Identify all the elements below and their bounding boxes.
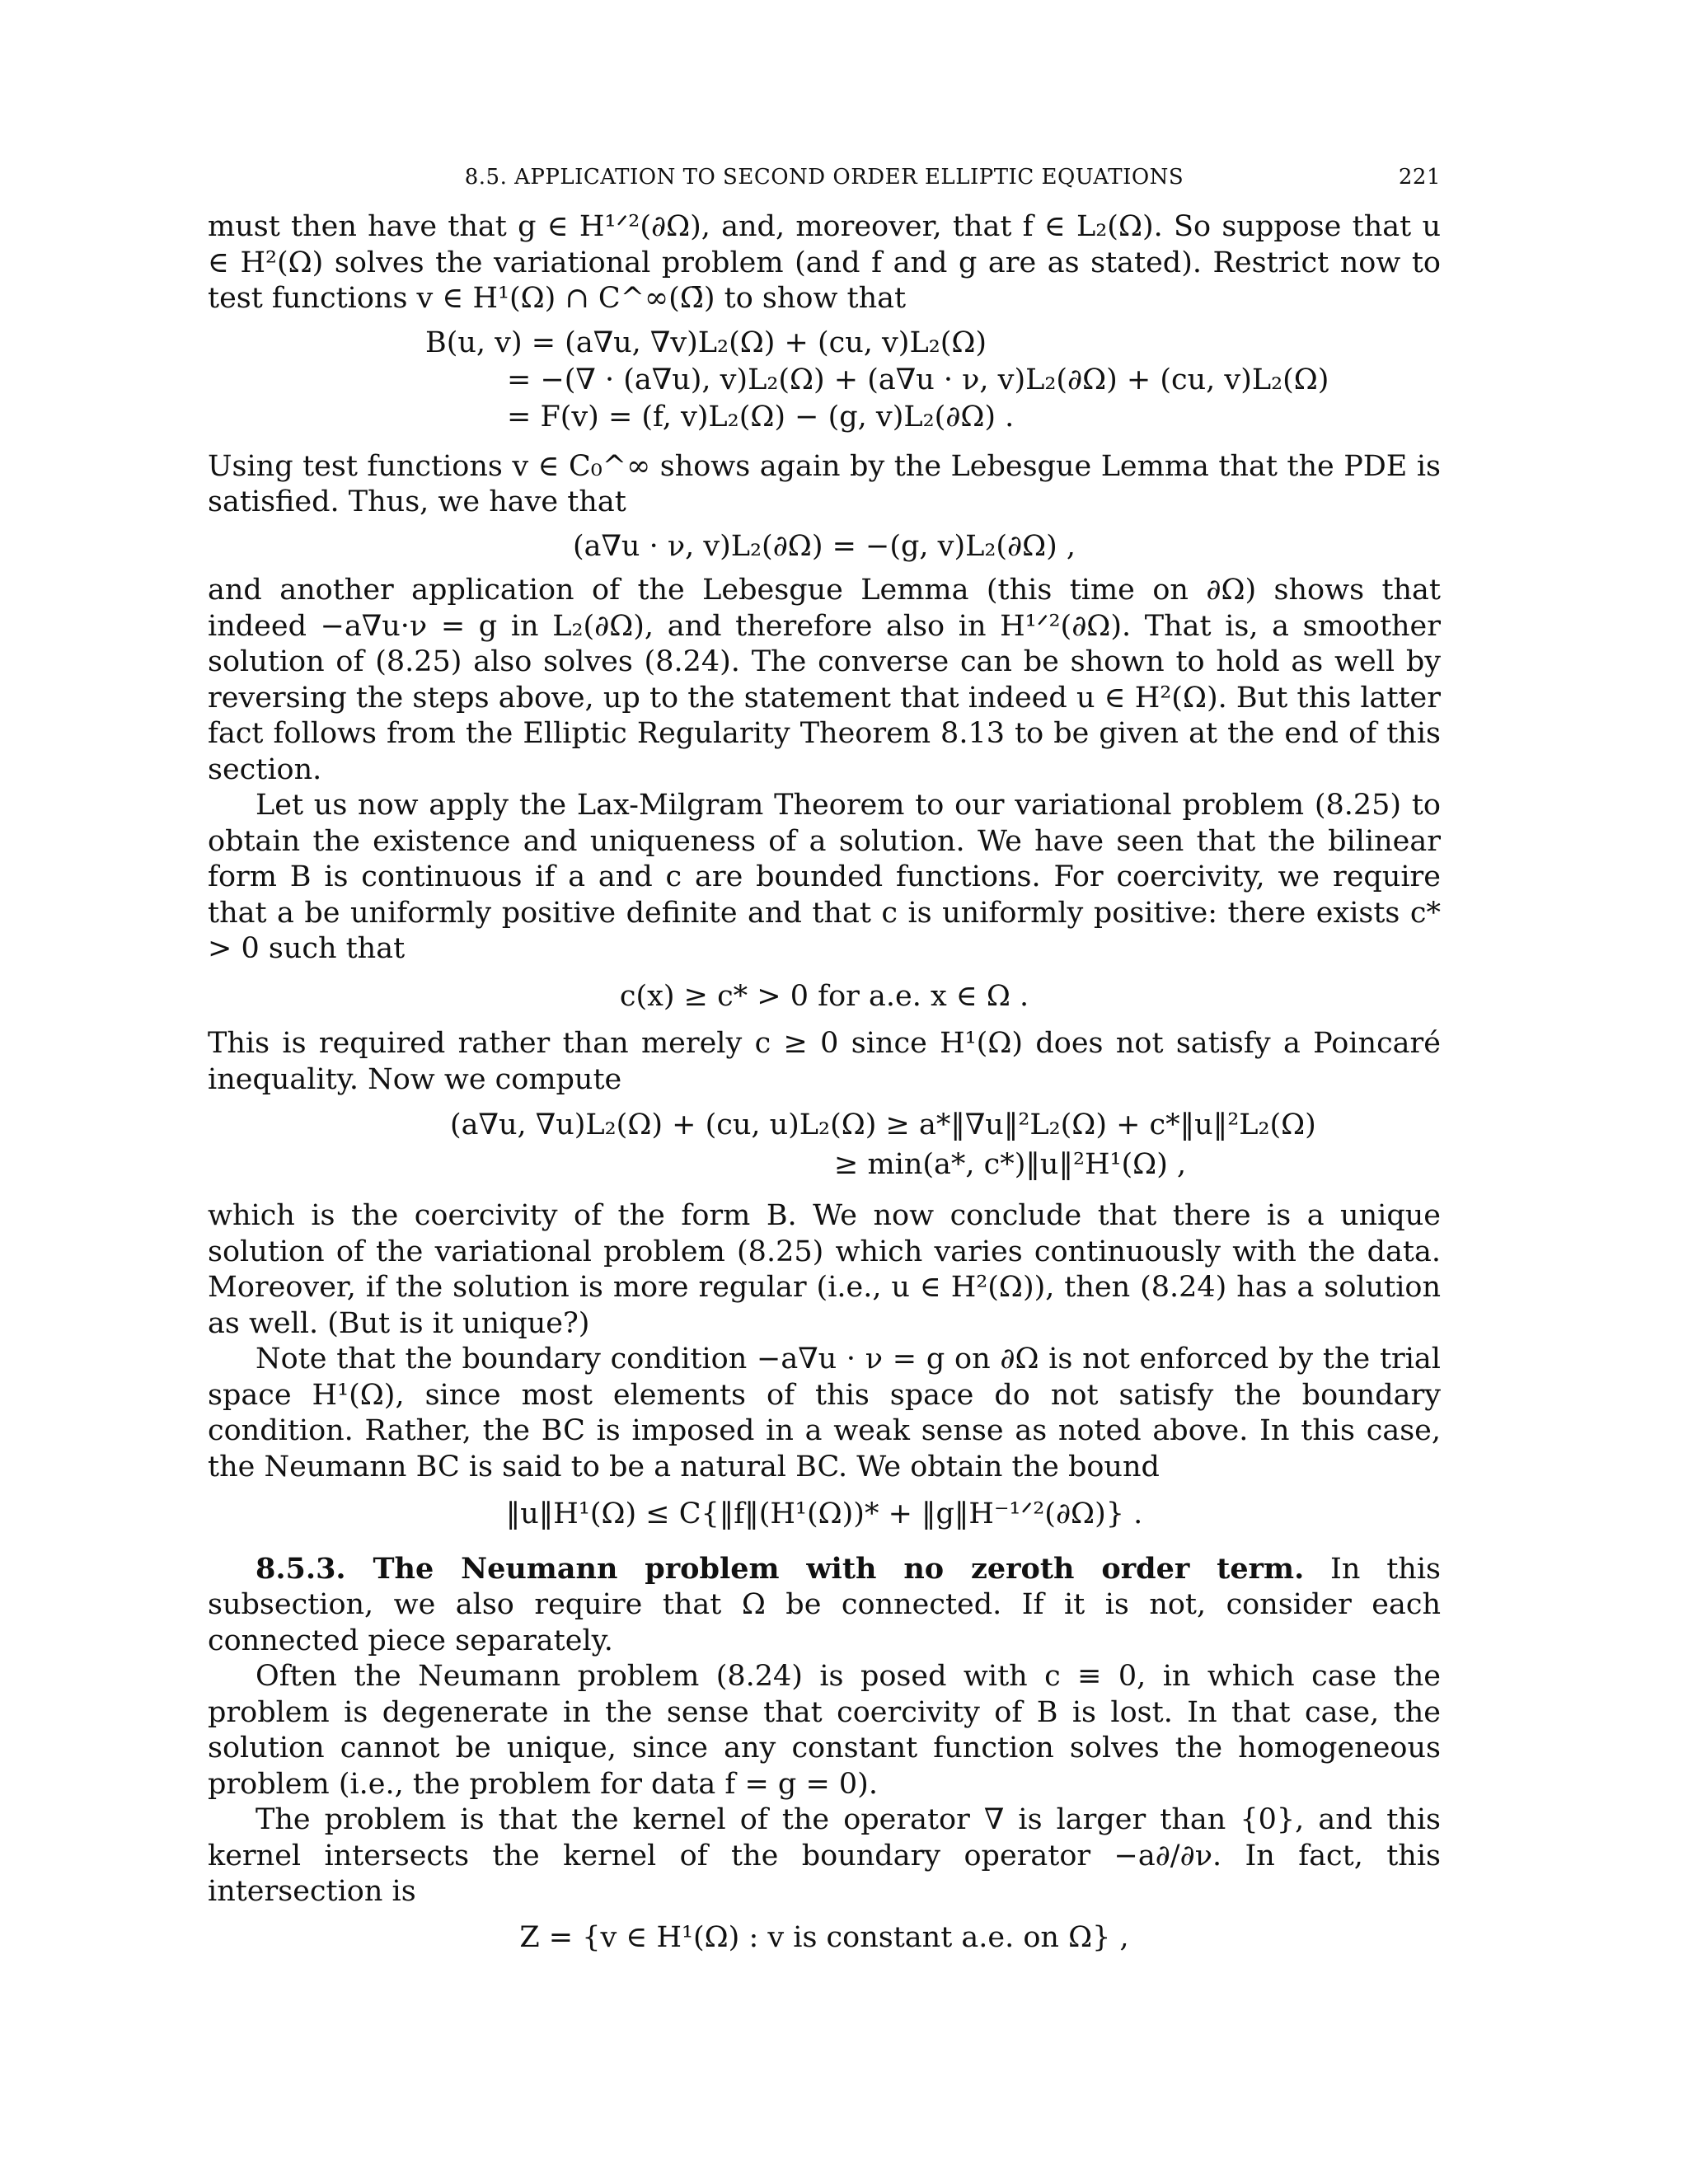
paragraph-8: Often the Neumann problem (8.24) is posed with c ≡ 0, in which case the problem is degenerate in the sense that coercivity of B is lost. In that case, the solution cannot be unique, since any constant function solves the homogeneous problem (i.e., the problem for data f = g = 0). bbox=[208, 1660, 1441, 1801]
page-number: 221 bbox=[1398, 165, 1441, 190]
subsection-title: 8.5.3. The Neumann problem with no zeroth order term. bbox=[256, 1551, 1305, 1586]
paragraph-1: must then have that g ∈ H¹ᐟ²(∂Ω), and, moreover, that f ∈ L₂(Ω). So suppose that u ∈ H²(Ω) solves the variational problem (and f and g are as stated). Restrict now to test functions v ∈ H¹(Ω) ∩ C^∞(Ω̄) to show that bbox=[208, 210, 1441, 315]
equation-coercivity bbox=[208, 1108, 1441, 1190]
equation-line-2: ≥ min(a*, c*)‖u‖²H¹(Ω) , bbox=[834, 1148, 1187, 1181]
paragraph-5: This is required rather than merely c ≥ 0 since H¹(Ω) does not satisfy a Poincaré inequality. Now we compute bbox=[208, 1027, 1441, 1096]
equation-line-1: B(u, v) = (a∇u, ∇v)L₂(Ω) + (cu, v)L₂(Ω) bbox=[425, 326, 987, 359]
paragraph-3: and another application of the Lebesgue Lemma (this time on ∂Ω) shows that indeed −a∇u·ν = g in L₂(∂Ω), and therefore also in H¹ᐟ²(∂Ω). That is, a smoother solution of (8.25) also solves (8.24). The converse can be shown to hold as well by reversing the steps above, up to the statement that indeed u ∈ H²(Ω). But this latter fact follows from the Elliptic Regularity Theorem 8.13 to be given at the end of this section. bbox=[208, 574, 1441, 786]
paragraph-6: which is the coercivity of the form B. We now conclude that there is a unique solution of the variational problem (8.25) which varies continuously with the data. Moreover, if the solution is more regular (i.e., u ∈ H²(Ω)), then (8.24) has a solution as well. (But is it unique?) bbox=[208, 1199, 1441, 1340]
running-header bbox=[208, 157, 1441, 193]
subsection-intro: In this subsection, we also require that Ω be connected. If it is not, consider each connected piece separately. bbox=[208, 1552, 1441, 1657]
equation-line-2: = −(∇ · (a∇u), v)L₂(Ω) + (a∇u · ν, v)L₂(∂Ω) + (cu, v)L₂(Ω) bbox=[507, 363, 1329, 396]
page-body bbox=[208, 157, 1441, 1956]
paragraph-2: Using test functions v ∈ C₀^∞ shows again by the Lebesgue Lemma that the PDE is satisfied. Thus, we have that bbox=[208, 449, 1441, 518]
equation-line-3: = F(v) = (f, v)L₂(Ω) − (g, v)L₂(∂Ω) . bbox=[507, 400, 1015, 434]
equation-bilinear-form bbox=[208, 326, 1441, 441]
paragraph-9: The problem is that the kernel of the operator ∇ is larger than {0}, and this kernel intersects the kernel of the boundary operator −a∂/∂ν. In fact, this intersection is bbox=[208, 1803, 1441, 1908]
equation-line-1: (a∇u, ∇u)L₂(Ω) + (cu, u)L₂(Ω) ≥ a*‖∇u‖²L₂(Ω) + c*‖u‖²L₂(Ω) bbox=[450, 1108, 1316, 1141]
equation-positivity: c(x) ≥ c* > 0 for a.e. x ∈ Ω . bbox=[619, 979, 1029, 1013]
paragraph-4: Let us now apply the Lax-Milgram Theorem to our variational problem (8.25) to obtain the existence and uniqueness of a solution. We have seen that the bilinear form B is continuous if a and c are bounded functions. For coercivity, we require that a be uniformly positive definite and that c is uniformly positive: there exists c* > 0 such that bbox=[208, 789, 1441, 965]
running-title: 8.5. APPLICATION TO SECOND ORDER ELLIPTIC EQUATIONS bbox=[464, 165, 1184, 190]
equation-bound: ‖u‖H¹(Ω) ≤ C{‖f‖(H¹(Ω))* + ‖g‖H⁻¹ᐟ²(∂Ω)} . bbox=[505, 1497, 1143, 1530]
equation-kernel-set: Z = {v ∈ H¹(Ω) : v is constant a.e. on Ω} , bbox=[519, 1920, 1129, 1954]
equation-boundary-identity: (a∇u · ν, v)L₂(∂Ω) = −(g, v)L₂(∂Ω) , bbox=[572, 529, 1076, 563]
subsection-paragraph bbox=[208, 1551, 1441, 1660]
paragraph-7: Note that the boundary condition −a∇u · ν = g on ∂Ω is not enforced by the trial space H¹(Ω), since most elements of this space do not satisfy the boundary condition. Rather, the BC is imposed in a weak sense as noted above. In this case, the Neumann BC is said to be a natural BC. We obtain the bound bbox=[208, 1343, 1441, 1483]
